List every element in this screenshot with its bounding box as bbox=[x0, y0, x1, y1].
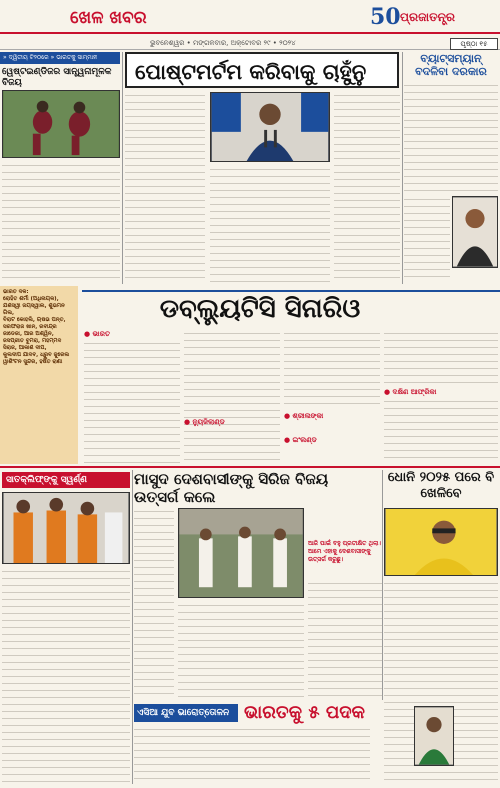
subhead-bharat: ● ଭାରତ bbox=[84, 330, 110, 338]
main-story-body-left bbox=[125, 92, 205, 282]
sidebar-item: ଜସପ୍ରୀତ ବୁମରା, ମହମ୍ମଦ bbox=[3, 338, 62, 344]
top-left-headline: ୱେଷ୍ଟଇଣ୍ଡିଜର ସାନ୍ତ୍ୱନାମୂଳକ ବିଜୟ bbox=[2, 67, 112, 88]
main-story-body-mid bbox=[210, 166, 330, 282]
column-rule bbox=[122, 52, 123, 284]
wtc-col-3 bbox=[284, 330, 380, 410]
test-match-photo bbox=[178, 508, 304, 598]
dhoni-headline: ଧୋନି ୨୦୨୫ ପରେ ବି ଖେଳିବେ bbox=[387, 470, 495, 501]
page-number: ପୃଷ୍ଠା ୧୫ bbox=[450, 38, 498, 50]
sidebar-item: ୱାଶିଂଟନ ସୁନ୍ଦର, ହର୍ଷିତ ରାଣା bbox=[3, 359, 63, 365]
top-left-body bbox=[2, 162, 120, 282]
wtc-col-4 bbox=[384, 330, 498, 386]
column-rule bbox=[402, 52, 403, 284]
rohit-press-photo bbox=[210, 92, 330, 162]
date-text: ଭୁବନେଶ୍ୱର • ମଙ୍ଗଳବାର, ଅକ୍ଟୋବର ୨୯ • ୨୦୨୪ bbox=[150, 39, 296, 47]
main-headline: ପୋଷ୍ଟମର୍ଟମ କରିବାକୁ ଚାହୁଁନୁ bbox=[135, 60, 367, 84]
wtc-col-1 bbox=[84, 340, 180, 464]
athletes-photo bbox=[2, 492, 130, 564]
newspaper-logo bbox=[370, 4, 456, 30]
right-story-body bbox=[404, 82, 498, 194]
sidebar-item: ଭାରତ ଦଳ: bbox=[3, 289, 29, 295]
sidebar-item: ଯଶସ୍ୱୀ ଜୟସ୍ୱାଲ, ଶୁଭମନ ଗିଲ, bbox=[3, 303, 65, 316]
right-story-body-2 bbox=[404, 196, 450, 282]
main-headline-box bbox=[125, 52, 399, 88]
masood-body-3 bbox=[308, 580, 382, 700]
masood-headline: ମାସୁଦ ଦେଶବାସୀଙ୍କୁ ସିରିଜ ବିଜୟ ଉତ୍ସର୍ଗ କଲେ bbox=[134, 470, 329, 506]
dhoni-photo bbox=[384, 508, 498, 576]
wtc-col-2 bbox=[184, 330, 280, 464]
cricket-photo-westindies bbox=[2, 90, 120, 158]
section-divider bbox=[82, 290, 500, 292]
sutcliffe-body bbox=[2, 568, 130, 784]
sidebar-item: ଜାଡେଜା, ଆର ଅଶ୍ୱିନ, bbox=[3, 331, 54, 337]
logo-text: ପ୍ରଜାତନ୍ତ୍ର bbox=[400, 10, 456, 24]
sidebar-item: ସିରାଜ, ଆକାଶ ଦୀପ, bbox=[3, 345, 47, 351]
medal-headline: ଭାରତକୁ ୫ ପଦକ bbox=[244, 702, 365, 723]
pull-quote: ଆଜି ପାଇଁ ବହୁ ପ୍ରତୀକ୍ଷିତ ଥିଲା। ଆମେ ଏହାକୁ ଦେଶବାସୀଙ୍କୁ ଉତ୍ସର୍ଗ କରୁଛୁ। bbox=[308, 540, 382, 563]
masood-body-2 bbox=[178, 602, 304, 700]
team-sidebar bbox=[0, 286, 78, 464]
kumble-photo bbox=[452, 196, 498, 268]
section-title: ଖେଳ ଖବର bbox=[70, 8, 147, 28]
weightlifting-body bbox=[134, 726, 370, 784]
subhead-england: ● ଇଂଲଣ୍ଡ bbox=[284, 436, 317, 444]
kicker-bar: » ଦ୍ୱିତୀୟ ଟି୨୦ରେ » ଭାରତକୁ ସାମ୍ମାନ bbox=[0, 52, 120, 64]
sidebar-item: ରୋହିତ ଶର୍ମା (ଅଧିନାୟକ), bbox=[3, 296, 59, 302]
masthead bbox=[0, 0, 500, 34]
weightlifting-band bbox=[134, 704, 370, 722]
asia-label: ଏସିଆ ଯୁବ ଭାରୋତ୍ତୋଳନ bbox=[134, 704, 238, 722]
sidebar-item: ବିରାଟ କୋହଲି, ଋଷଭ ପନ୍ତ, bbox=[3, 317, 66, 323]
subhead-srilanka: ● ଶ୍ରୀଲଙ୍କା bbox=[284, 412, 324, 420]
right-headline: ବ୍ୟାଟ୍ସମ୍ୟାନ୍ ବଦଳିବା ଦରକାର bbox=[415, 52, 487, 78]
subhead-newzealand: ● ନ୍ୟୁଜିଲାଣ୍ଡ bbox=[184, 418, 225, 426]
sidebar-item: ସରଫରାଜ ଖାନ, ରବୀନ୍ଦ୍ର bbox=[3, 324, 57, 330]
logo-number: 50 bbox=[370, 4, 401, 30]
masood-body-1 bbox=[134, 508, 174, 700]
sidebar-item: କୁଲଦୀପ ଯାଦବ, ଧ୍ରୁବ ଜୁରେଲ bbox=[3, 352, 70, 358]
column-rule bbox=[382, 470, 383, 700]
main-story-body-right bbox=[334, 92, 400, 282]
section-band bbox=[0, 466, 500, 468]
column-rule bbox=[132, 470, 133, 784]
sutcliffe-headline: ସାତକ୍ଲିଫ୍ଙ୍କୁ ସ୍ୱର୍ଣ୍ଣ bbox=[2, 472, 130, 488]
wtc-col-5 bbox=[384, 398, 498, 464]
weightlifter-photo bbox=[414, 706, 454, 766]
center-headline: ଡବ୍ଲ୍ୟୁଟିସି ସିନାରିଓ bbox=[159, 294, 361, 324]
date-line bbox=[0, 36, 500, 50]
subhead-southafrica: ● ଦକ୍ଷିଣ ଆଫ୍ରିକା bbox=[384, 388, 437, 396]
